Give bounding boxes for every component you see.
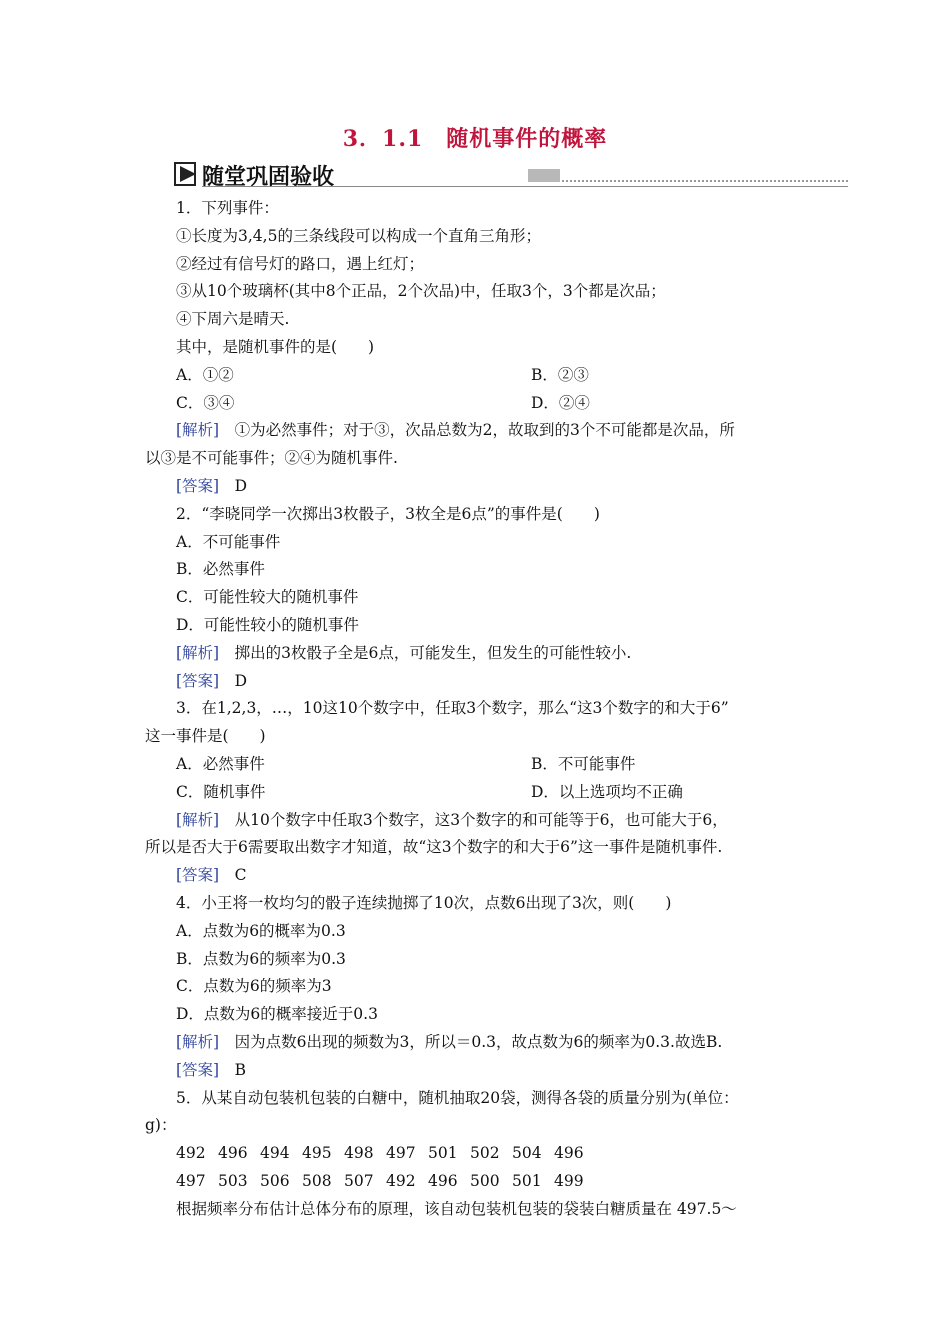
data-value: 504 [512,1144,542,1163]
q3-options-row [145,751,815,779]
q4-stem: 4．小王将一枚均匀的骰子连续抛掷了10次，点数6出现了3次，则( ) [176,893,672,912]
q4-option-b: B．点数为6的频率为0.3 [176,949,346,968]
analysis-text: 掷出的3枚骰子全是6点，可能发生，但发生的可能性较小. [234,643,632,662]
play-arrow-icon [174,162,198,186]
q5-data-row [145,1168,815,1196]
q1-item: ②经过有信号灯的路口，遇上红灯； [176,254,425,273]
q1-option-a: A．①② [176,365,234,384]
q3-stem: 3．在1,2,3，…，10这10个数字中，任取3个数字，那么“这3个数字的和大于6” [176,699,729,718]
answer-tag: [答案] [176,671,220,690]
q3-answer [145,862,815,890]
answer-value: C [234,866,247,885]
q5-data-row [145,1140,815,1168]
data-value: 499 [554,1171,584,1190]
q4-option-a: A．点数为6的概率为0.3 [176,921,346,940]
q2-option-a: A．不可能事件 [176,532,281,551]
q2-option-c: C．可能性较大的随机事件 [176,588,359,607]
q3-options-row [145,779,815,807]
analysis-text: 因为点数6出现的频数为3，所以＝0.3，故点数为6的频率为0.3.故选B. [234,1032,723,1051]
q1-option-d: D．②④ [531,393,590,412]
q1-option-b: B．②③ [531,365,589,384]
answer-value: B [234,1060,247,1079]
q2-answer [145,668,815,696]
data-value: 508 [302,1171,332,1190]
q3-analysis [145,807,815,835]
data-value: 501 [428,1144,458,1163]
data-value: 502 [470,1144,500,1163]
data-value: 503 [218,1171,248,1190]
section-banner [174,160,848,188]
q1-item: ④下周六是晴天. [176,310,290,329]
answer-tag: [答案] [176,866,220,885]
answer-value: D [234,476,248,495]
data-value: 506 [260,1171,290,1190]
q2-option-d: D．可能性较小的随机事件 [176,615,359,634]
document-body [145,195,815,1223]
q1-analysis-cont: 以③是不可能事件；②④为随机事件. [145,449,398,468]
q1-item: ③从10个玻璃杯(其中8个正品，2个次品)中，任取3个，3个都是次品； [176,282,666,301]
q1-answer [145,473,815,501]
q5-stem-cont: g)： [145,1116,177,1135]
data-value: 492 [176,1144,206,1163]
data-value: 497 [176,1171,206,1190]
analysis-tag: [解析] [176,1032,220,1051]
data-value: 497 [386,1144,416,1163]
q2-option-b: B．必然事件 [176,560,265,579]
banner-bar [528,169,560,182]
q5-tail: 根据频率分布估计总体分布的原理，该自动包装机包装的袋装白糖质量在 497.5～ [176,1199,737,1218]
answer-tag: [答案] [176,1060,220,1079]
data-value: 496 [218,1144,248,1163]
q3-analysis-cont: 所以是否大于6需要取出数字才知道，故“这3个数字的和大于6”这一事件是随机事件. [145,838,723,857]
answer-tag: [答案] [176,476,220,495]
data-value: 500 [470,1171,500,1190]
q3-option-d: D．以上选项均不正确 [531,782,683,801]
analysis-tag: [解析] [176,421,220,440]
banner-rule [202,186,848,187]
q1-options-row [145,390,815,418]
q1-options-row [145,362,815,390]
data-value: 507 [344,1171,374,1190]
banner-dotted-line [562,180,848,182]
q4-analysis [145,1029,815,1057]
q1-option-c: C．③④ [176,393,235,412]
section-label: 随堂巩固验收 [202,165,335,190]
analysis-text: ①为必然事件；对于③，次品总数为2，故取到的3个不可能都是次品，所 [234,421,735,440]
data-value: 492 [386,1171,416,1190]
data-value: 494 [260,1144,290,1163]
q4-option-c: C．点数为6的频率为3 [176,977,332,996]
data-value: 496 [554,1144,584,1163]
page-title: 3．1.1 随机事件的概率 [342,126,608,152]
q4-option-d: D．点数为6的概率接近于0.3 [176,1005,378,1024]
answer-value: D [234,671,248,690]
data-value: 498 [344,1144,374,1163]
q3-stem-cont: 这一事件是( ) [145,727,266,746]
q1-analysis [145,417,815,445]
q5-stem: 5．从某自动包装机包装的白糖中，随机抽取20袋，测得各袋的质量分别为(单位： [176,1088,739,1107]
q3-option-a: A．必然事件 [176,754,265,773]
q3-option-c: C．随机事件 [176,782,266,801]
data-value: 496 [428,1171,458,1190]
q4-answer [145,1057,815,1085]
analysis-tag: [解析] [176,810,220,829]
q2-stem: 2．“李晓同学一次掷出3枚骰子，3枚全是6点”的事件是( ) [176,504,600,523]
q1-ask: 其中，是随机事件的是( ) [176,337,375,356]
q3-option-b: B．不可能事件 [531,754,636,773]
q1-item: ①长度为3,4,5的三条线段可以构成一个直角三角形； [176,226,541,245]
analysis-tag: [解析] [176,643,220,662]
q1-stem: 1．下列事件： [176,199,279,217]
data-value: 501 [512,1171,542,1190]
q2-analysis [145,640,815,668]
analysis-text: 从10个数字中任取3个数字，这3个数字的和可能等于6，也可能大于6， [234,810,728,829]
data-value: 495 [302,1144,332,1163]
